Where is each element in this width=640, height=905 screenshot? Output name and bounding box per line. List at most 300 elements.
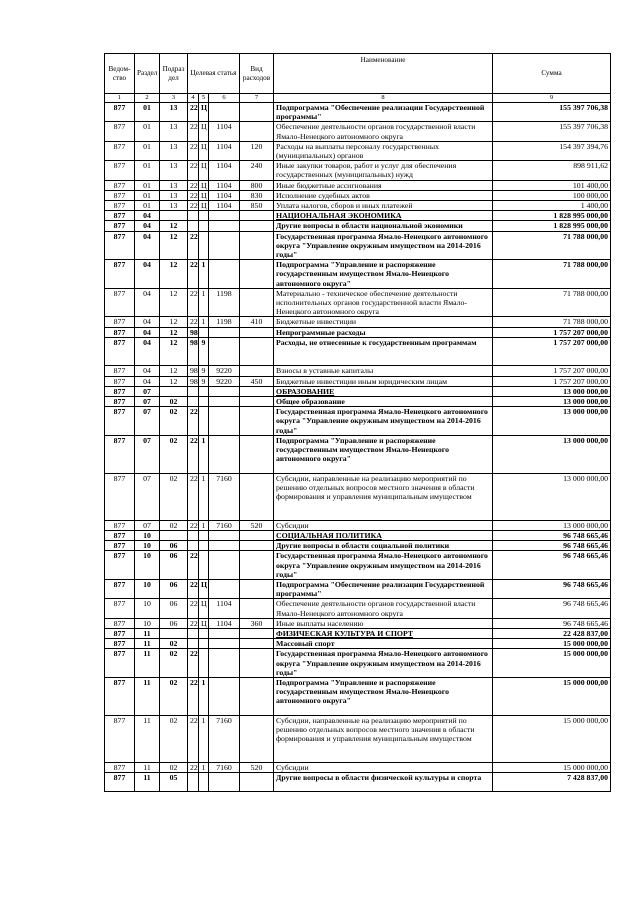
program-cell [188,628,199,638]
exp-type-cell [240,435,274,473]
name-cell: Взносы в уставные капиталы [274,366,493,376]
subprogram-cell: Ц [199,141,209,160]
subprogram-cell [199,639,209,649]
subprogram-cell: 1 [199,288,209,317]
table-row [105,551,611,580]
sum-cell: 15 000 000,00 [493,649,611,678]
subsection-cell: 02 [160,407,188,436]
dept-cell: 877 [105,520,135,530]
program-cell: 22 [188,435,199,473]
dept-cell: 877 [105,551,135,580]
exp-type-cell [240,628,274,638]
exp-type-cell [240,715,274,762]
section-cell: 11 [135,772,160,791]
section-cell: 11 [135,639,160,649]
subsection-cell: 02 [160,520,188,530]
subprogram-cell: 9 [199,366,209,376]
table-row [105,530,611,540]
dept-cell: 877 [105,180,135,190]
program-cell: 98 [188,376,199,386]
dept-cell: 877 [105,649,135,678]
dept-cell: 877 [105,366,135,376]
subprogram-cell: 1 [199,317,209,327]
program-cell: 22 [188,551,199,580]
subsection-cell: 12 [160,366,188,376]
subsection-cell: 06 [160,551,188,580]
col-header-dept: Ведом-ство [105,54,135,94]
subsection-cell: 12 [160,221,188,231]
section-cell: 07 [135,520,160,530]
subsection-cell: 02 [160,649,188,678]
dept-cell: 877 [105,103,135,122]
exp-type-cell [240,211,274,221]
subsection-cell: 13 [160,122,188,141]
dept-cell: 877 [105,201,135,211]
dept-cell: 877 [105,161,135,180]
subsection-cell: 02 [160,397,188,407]
column-number: 7 [240,94,274,103]
subprogram-cell: Ц [199,599,209,618]
col-header-section: Раздел [135,54,160,94]
subprogram-cell: 1 [199,473,209,520]
exp-type-cell [240,397,274,407]
direction-cell: 1104 [209,190,240,200]
name-cell: Государственная программа Ямало-Ненецкого автономного округа "Управление окружным имуществом на 2014-2016 годы" [274,231,493,260]
subsection-cell [160,628,188,638]
exp-type-cell: 520 [240,520,274,530]
section-cell: 04 [135,211,160,221]
subsection-cell: 12 [160,317,188,327]
name-cell: Уплата налогов, сборов и иных платежей [274,201,493,211]
dept-cell: 877 [105,231,135,260]
exp-type-cell [240,337,274,366]
name-cell: Иные выплаты населению [274,618,493,628]
budget-table [104,53,611,792]
direction-cell [209,260,240,289]
section-cell: 07 [135,397,160,407]
section-cell: 01 [135,141,160,160]
dept-cell: 877 [105,376,135,386]
exp-type-cell: 120 [240,141,274,160]
col-header-sum: Сумма [493,54,611,94]
name-cell: Иные бюджетные ассигнования [274,180,493,190]
table-row [105,386,611,396]
direction-cell [209,677,240,715]
subprogram-cell: Ц [199,190,209,200]
direction-cell [209,327,240,337]
direction-cell: 1104 [209,122,240,141]
sum-cell: 1 757 207 000,00 [493,327,611,337]
sum-cell: 22 428 837,00 [493,628,611,638]
table-row [105,221,611,231]
program-cell [188,221,199,231]
sum-cell: 13 000 000,00 [493,407,611,436]
name-cell: Подпрограмма "Управление и распоряжение государственным имуществом Ямало-Ненецкого автономного округа" [274,677,493,715]
direction-cell: 9220 [209,376,240,386]
subsection-cell: 13 [160,190,188,200]
program-cell: 22 [188,520,199,530]
section-cell: 07 [135,473,160,520]
subsection-cell: 12 [160,376,188,386]
direction-cell [209,551,240,580]
column-number: 4 [188,94,199,103]
direction-cell: 7160 [209,473,240,520]
dept-cell: 877 [105,772,135,791]
subsection-cell: 02 [160,435,188,473]
program-cell: 98 [188,337,199,366]
program-cell: 22 [188,231,199,260]
subsection-cell [160,530,188,540]
subsection-cell: 06 [160,541,188,551]
exp-type-cell: 410 [240,317,274,327]
header-row [105,54,611,94]
subprogram-cell [199,221,209,231]
exp-type-cell: 240 [240,161,274,180]
name-cell: Субсидии, направленные на реализацию мероприятий по решению отдельных вопросов местного значения в области формирования и управления муниципальным имуществом [274,715,493,762]
name-cell: Другие вопросы в области физической культуры и спорта [274,772,493,791]
program-cell: 22 [188,599,199,618]
subprogram-cell [199,211,209,221]
program-cell: 22 [188,103,199,122]
sum-cell: 71 788 000,00 [493,231,611,260]
section-cell: 04 [135,327,160,337]
sum-cell: 96 748 665,46 [493,618,611,628]
table-row [105,407,611,436]
dept-cell: 877 [105,260,135,289]
section-cell: 11 [135,715,160,762]
name-cell: Непрограммные расходы [274,327,493,337]
name-cell: Расходы на выплаты персоналу государственных (муниципальных) органов [274,141,493,160]
exp-type-cell [240,579,274,598]
subprogram-cell [199,541,209,551]
name-cell: Подпрограмма "Обеспечение реализации Государственной программы" [274,579,493,598]
exp-type-cell: 360 [240,618,274,628]
subprogram-cell: Ц [199,618,209,628]
name-cell: Государственная программа Ямало-Ненецкого автономного округа "Управление окружным имуществом на 2014-2016 годы" [274,551,493,580]
column-number: 2 [135,94,160,103]
table-row [105,122,611,141]
subsection-cell: 13 [160,180,188,190]
column-number: 1 [105,94,135,103]
name-cell: Другие вопросы в области социальной политики [274,541,493,551]
dept-cell: 877 [105,762,135,772]
program-cell: 22 [188,190,199,200]
program-cell: 22 [188,762,199,772]
subprogram-cell [199,628,209,638]
direction-cell: 7160 [209,520,240,530]
column-number: 6 [209,94,240,103]
exp-type-cell [240,599,274,618]
exp-type-cell [240,677,274,715]
direction-cell [209,639,240,649]
sum-cell: 1 400,00 [493,201,611,211]
section-cell: 07 [135,386,160,396]
section-cell: 04 [135,337,160,366]
section-cell: 04 [135,317,160,327]
section-cell: 01 [135,180,160,190]
sum-cell: 96 748 665,46 [493,551,611,580]
direction-cell: 1104 [209,599,240,618]
subprogram-cell [199,530,209,540]
column-number: 3 [160,94,188,103]
table-row [105,376,611,386]
program-cell: 22 [188,649,199,678]
direction-cell [209,221,240,231]
direction-cell: 1198 [209,288,240,317]
subprogram-cell: 1 [199,260,209,289]
subsection-cell: 02 [160,762,188,772]
subprogram-cell [199,772,209,791]
dept-cell: 877 [105,541,135,551]
dept-cell: 877 [105,122,135,141]
exp-type-cell: 450 [240,376,274,386]
direction-cell: 1104 [209,141,240,160]
table-row [105,628,611,638]
sum-cell: 96 748 665,46 [493,541,611,551]
exp-type-cell [240,386,274,396]
exp-type-cell [240,260,274,289]
dept-cell: 877 [105,327,135,337]
subsection-cell: 06 [160,618,188,628]
direction-cell: 9220 [209,366,240,376]
sum-cell: 1 828 995 000,00 [493,221,611,231]
direction-cell: 1198 [209,317,240,327]
exp-type-cell [240,103,274,122]
dept-cell: 877 [105,211,135,221]
dept-cell: 877 [105,473,135,520]
name-cell: Исполнение судебных актов [274,190,493,200]
dept-cell: 877 [105,288,135,317]
exp-type-cell: 520 [240,762,274,772]
dept-cell: 877 [105,715,135,762]
dept-cell: 877 [105,677,135,715]
name-cell: Другие вопросы в области национальной экономики [274,221,493,231]
table-row [105,180,611,190]
table-row [105,211,611,221]
name-cell: Субсидии [274,520,493,530]
sum-cell: 96 748 665,46 [493,579,611,598]
exp-type-cell [240,551,274,580]
sum-cell: 1 757 207 000,00 [493,366,611,376]
dept-cell: 877 [105,407,135,436]
section-cell: 07 [135,435,160,473]
table-row [105,397,611,407]
name-cell: Государственная программа Ямало-Ненецкого автономного округа "Управление окружным имуществом на 2014-2016 годы" [274,649,493,678]
program-cell [188,530,199,540]
name-cell: Общее образование [274,397,493,407]
exp-type-cell [240,649,274,678]
section-cell: 01 [135,190,160,200]
program-cell: 22 [188,141,199,160]
col-header-exp-type: Вид расходов [240,54,274,94]
program-cell [188,386,199,396]
subsection-cell: 06 [160,599,188,618]
subprogram-cell [199,649,209,678]
section-cell: 07 [135,407,160,436]
direction-cell [209,541,240,551]
direction-cell [209,386,240,396]
direction-cell [209,231,240,260]
subsection-cell: 13 [160,161,188,180]
exp-type-cell [240,407,274,436]
direction-cell: 1104 [209,180,240,190]
name-cell: Субсидии [274,762,493,772]
section-cell: 01 [135,201,160,211]
sum-cell: 100 000,00 [493,190,611,200]
name-cell: СОЦИАЛЬНАЯ ПОЛИТИКА [274,530,493,540]
column-number: 5 [199,94,209,103]
subprogram-cell: 9 [199,337,209,366]
subsection-cell: 05 [160,772,188,791]
subprogram-cell [199,231,209,260]
exp-type-cell [240,541,274,551]
exp-type-cell [240,473,274,520]
dept-cell: 877 [105,386,135,396]
exp-type-cell [240,122,274,141]
table-row [105,541,611,551]
table-row [105,579,611,598]
name-cell: Обеспечение деятельности органов государственной власти Ямало-Ненецкого автономного округа [274,599,493,618]
name-cell: Материально - техническое обеспечение деятельности исполнительных органов государственной власти Ямало-Ненецкого автономного округа [274,288,493,317]
subsection-cell: 12 [160,327,188,337]
table-row [105,161,611,180]
subprogram-cell: 1 [199,762,209,772]
program-cell: 22 [188,618,199,628]
dept-cell: 877 [105,397,135,407]
subprogram-cell [199,386,209,396]
subsection-cell: 12 [160,260,188,289]
program-cell [188,397,199,407]
section-cell: 11 [135,677,160,715]
direction-cell [209,649,240,678]
table-row [105,317,611,327]
program-cell: 22 [188,579,199,598]
sum-cell: 13 000 000,00 [493,520,611,530]
exp-type-cell [240,530,274,540]
direction-cell: 1104 [209,161,240,180]
exp-type-cell [240,231,274,260]
col-header-target: Целевая статья [188,54,240,94]
table-row [105,618,611,628]
program-cell: 98 [188,327,199,337]
sum-cell: 15 000 000,00 [493,762,611,772]
subprogram-cell [199,407,209,436]
dept-cell: 877 [105,337,135,366]
direction-cell [209,211,240,221]
dept-cell: 877 [105,141,135,160]
table-row [105,639,611,649]
sum-cell: 155 397 706,38 [493,103,611,122]
dept-cell: 877 [105,190,135,200]
exp-type-cell [240,639,274,649]
name-cell: Расходы, не отнесенные к государственным программам [274,337,493,366]
section-cell: 04 [135,288,160,317]
dept-cell: 877 [105,579,135,598]
table-row [105,260,611,289]
col-header-subsection: Подраз дел [160,54,188,94]
table-row [105,772,611,791]
direction-cell: 7160 [209,715,240,762]
table-row [105,190,611,200]
table-row [105,201,611,211]
sum-cell: 898 911,62 [493,161,611,180]
name-cell: Иные закупки товаров, работ и услуг для обеспечения государственных (муниципальных) нужд [274,161,493,180]
name-cell: Бюджетные инвестиции [274,317,493,327]
section-cell: 04 [135,221,160,231]
subsection-cell: 12 [160,337,188,366]
direction-cell [209,628,240,638]
section-cell: 04 [135,376,160,386]
column-number: 8 [274,94,493,103]
sum-cell: 96 748 665,46 [493,599,611,618]
subprogram-cell: 1 [199,677,209,715]
name-cell: Подпрограмма "Управление и распоряжение государственным имуществом Ямало-Ненецкого автономного округа" [274,435,493,473]
section-cell: 01 [135,161,160,180]
dept-cell: 877 [105,618,135,628]
sum-cell: 7 428 837,00 [493,772,611,791]
table-row [105,366,611,376]
table-row [105,231,611,260]
section-cell: 10 [135,579,160,598]
section-cell: 01 [135,122,160,141]
subprogram-cell: 9 [199,376,209,386]
direction-cell [209,337,240,366]
sum-cell: 1 757 207 000,00 [493,337,611,366]
subprogram-cell: 1 [199,435,209,473]
program-cell: 22 [188,122,199,141]
program-cell [188,541,199,551]
subsection-cell: 02 [160,715,188,762]
direction-cell [209,772,240,791]
dept-cell: 877 [105,221,135,231]
sum-cell: 15 000 000,00 [493,677,611,715]
section-cell: 11 [135,762,160,772]
section-cell: 11 [135,649,160,678]
exp-type-cell: 850 [240,201,274,211]
program-cell: 22 [188,288,199,317]
subprogram-cell: Ц [199,122,209,141]
sum-cell: 1 757 207 000,00 [493,376,611,386]
sum-cell: 15 000 000,00 [493,639,611,649]
program-cell: 98 [188,366,199,376]
dept-cell: 877 [105,639,135,649]
exp-type-cell [240,221,274,231]
subsection-cell: 02 [160,677,188,715]
exp-type-cell: 800 [240,180,274,190]
dept-cell: 877 [105,435,135,473]
program-cell: 22 [188,473,199,520]
subprogram-cell: 1 [199,520,209,530]
section-cell: 04 [135,260,160,289]
table-row [105,473,611,520]
table-row [105,762,611,772]
program-cell [188,639,199,649]
program-cell: 22 [188,715,199,762]
program-cell: 22 [188,317,199,327]
table-row [105,337,611,366]
table-row [105,649,611,678]
section-cell: 10 [135,530,160,540]
subsection-cell: 02 [160,639,188,649]
subprogram-cell: Ц [199,201,209,211]
table-row [105,327,611,337]
direction-cell: 1104 [209,201,240,211]
table-row [105,103,611,122]
program-cell: 22 [188,161,199,180]
subsection-cell: 02 [160,473,188,520]
name-cell: ФИЗИЧЕСКАЯ КУЛЬТУРА И СПОРТ [274,628,493,638]
sum-cell: 1 828 995 000,00 [493,211,611,221]
